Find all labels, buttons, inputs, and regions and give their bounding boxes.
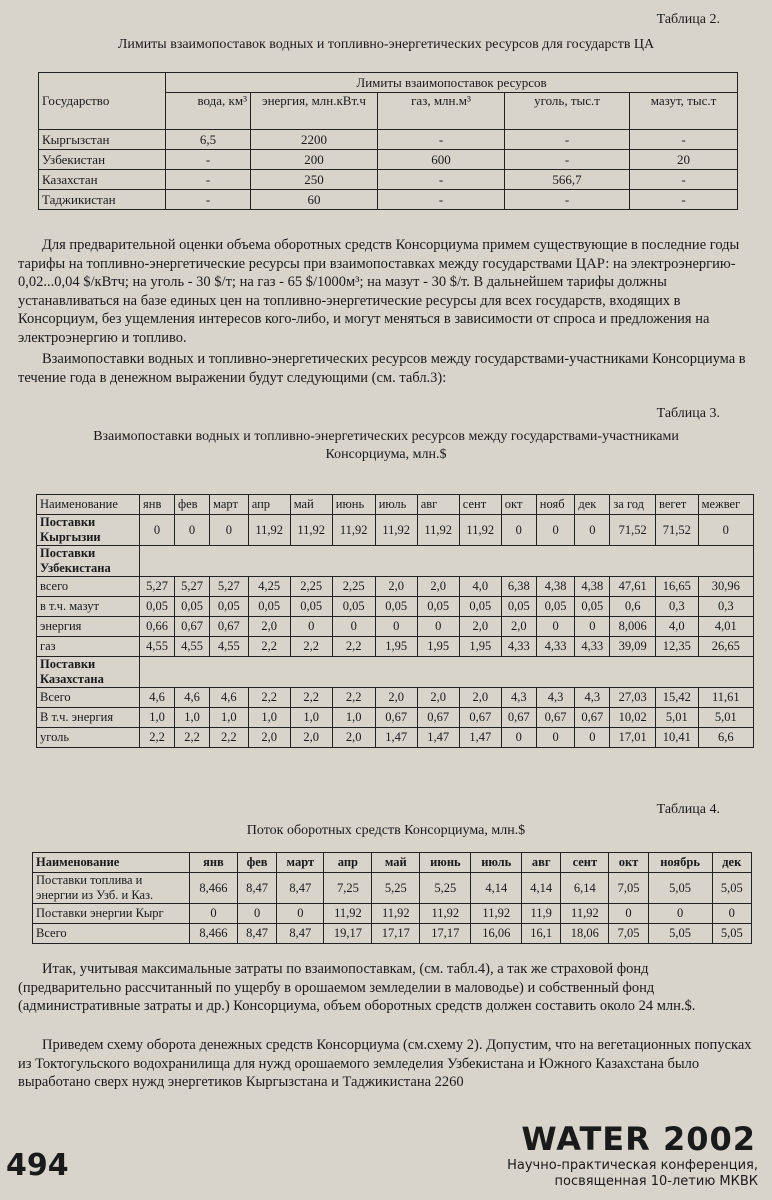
- table-cell: 0: [536, 617, 575, 637]
- table-cell: 0,67: [375, 708, 417, 728]
- table-cell: 0,67: [501, 708, 536, 728]
- table-cell: 11,92: [420, 904, 471, 924]
- table-cell: 0,05: [417, 597, 459, 617]
- table-cell: 600: [378, 150, 505, 170]
- table-cell: 2200: [251, 130, 378, 150]
- table-cell: 0: [648, 904, 712, 924]
- table-row-label: Всего: [37, 688, 140, 708]
- table-cell: 0,67: [417, 708, 459, 728]
- table-cell: [140, 546, 754, 577]
- table-cell: 0,67: [536, 708, 575, 728]
- table-cell: 60: [251, 190, 378, 210]
- table-cell: 17,01: [610, 728, 656, 748]
- table-cell: 6,5: [166, 130, 251, 150]
- table4-header-cell: фев: [237, 853, 276, 873]
- table2-col-water: вода, км³: [166, 93, 251, 130]
- table-cell: 16,65: [656, 577, 699, 597]
- table-cell: 8,466: [190, 873, 238, 904]
- table-cell: 11,92: [248, 515, 290, 546]
- table-cell: 4,55: [175, 637, 210, 657]
- table-cell: 8,47: [237, 924, 276, 944]
- table-cell: 4,01: [698, 617, 753, 637]
- table-cell: -: [505, 150, 630, 170]
- table2-col-fuel: мазут, тыс.т: [630, 93, 738, 130]
- table-cell: 8,47: [277, 924, 324, 944]
- table4-header-row: [33, 853, 752, 873]
- table-cell: 5,25: [420, 873, 471, 904]
- table-cell: 4,3: [501, 688, 536, 708]
- table-cell: 4,14: [471, 873, 522, 904]
- table-row: [37, 597, 754, 617]
- table-cell: 566,7: [505, 170, 630, 190]
- table-cell: 2,25: [290, 577, 332, 597]
- table-row: [37, 708, 754, 728]
- table-cell: -: [166, 170, 251, 190]
- table-cell: -: [166, 150, 251, 170]
- table-cell: 5,05: [648, 873, 712, 904]
- table-cell: 0: [210, 515, 249, 546]
- table-row-label: уголь: [37, 728, 140, 748]
- table-cell: 2,2: [175, 728, 210, 748]
- table-cell: 0,05: [501, 597, 536, 617]
- table2-group-header: Лимиты взаимопоставок ресурсов: [166, 73, 738, 93]
- table4-header-cell: янв: [190, 853, 238, 873]
- table-cell: 200: [251, 150, 378, 170]
- table-cell: 6,6: [698, 728, 753, 748]
- table-cell: 1,0: [248, 708, 290, 728]
- table-cell: 1,0: [210, 708, 249, 728]
- table-cell: 2,0: [332, 728, 375, 748]
- table-cell: 0: [140, 515, 175, 546]
- table-row: [37, 515, 754, 546]
- table4-caption: Таблица 4.: [656, 802, 720, 817]
- table-row-label: всего: [37, 577, 140, 597]
- table-cell: -: [505, 190, 630, 210]
- table-cell: 2,2: [332, 637, 375, 657]
- table-cell: 11,9: [522, 904, 561, 924]
- table3-header-cell: вегет: [656, 495, 699, 515]
- table-cell: 26,65: [698, 637, 753, 657]
- table-cell: -: [166, 190, 251, 210]
- table-row: [37, 617, 754, 637]
- table-cell: 2,0: [417, 577, 459, 597]
- table-cell: 0,05: [175, 597, 210, 617]
- table4-header-cell: апр: [324, 853, 372, 873]
- table-cell: 1,0: [332, 708, 375, 728]
- table-row: [33, 904, 752, 924]
- table3-header-cell: нояб: [536, 495, 575, 515]
- table-cell: 0,3: [698, 597, 753, 617]
- table-cell: 2,0: [248, 728, 290, 748]
- table-cell: 0,05: [140, 597, 175, 617]
- table-cell: 2,2: [210, 728, 249, 748]
- paragraph-tariffs: Для предварительной оценки объема оборотных средств Консорциума примем существующие в последние годы тарифы на топливно-энергетические ресурсы при взаимопоставках между государствами ЦАР: на электроэнергию- 0,02...0,04 $/кВтч; на уголь - 30 $/т; на газ - 65 $/1000м³; на мазут - 30 $/т. В дальнейшем тарифы должны устанавливаться на базе единых цен на топливно-энергетические ресурсы для всех государств, входящих в Консорциум, без ущемления интересов кого-либо, и могут меняться в зависимости от спроса и предложения на электроэнергию и топливо.: [18, 237, 740, 346]
- table-cell: 20: [630, 150, 738, 170]
- table-cell: 2,0: [375, 688, 417, 708]
- table4-header-cell: сент: [561, 853, 609, 873]
- table-cell: 0,6: [610, 597, 656, 617]
- table-cell: 0,05: [248, 597, 290, 617]
- table-cell: 47,61: [610, 577, 656, 597]
- table-cell: 0: [417, 617, 459, 637]
- table3-header-cell: авг: [417, 495, 459, 515]
- table-cell: 0: [712, 904, 752, 924]
- table4: [32, 852, 752, 944]
- table-cell: Таджикистан: [39, 190, 166, 210]
- table-row: [37, 546, 754, 577]
- table-row-label: В т.ч. энергия: [37, 708, 140, 728]
- table-cell: 0,67: [210, 617, 249, 637]
- table-row-label: Всего: [33, 924, 190, 944]
- table-cell: 2,0: [459, 688, 501, 708]
- table-cell: 0,67: [175, 617, 210, 637]
- table-cell: 0: [277, 904, 324, 924]
- table-cell: 0: [175, 515, 210, 546]
- table-cell: -: [378, 170, 505, 190]
- table3-caption: Таблица 3.: [656, 406, 720, 421]
- table-cell: 17,17: [420, 924, 471, 944]
- table-cell: 11,92: [324, 904, 372, 924]
- table2-col-energy: энергия, млн.кВт.ч: [251, 93, 378, 130]
- table-row: [37, 577, 754, 597]
- table3-header-cell: межвег: [698, 495, 753, 515]
- table-cell: 11,92: [561, 904, 609, 924]
- table4-title: Поток оборотных средств Консорциума, млн.$: [246, 823, 526, 838]
- table-cell: 2,2: [140, 728, 175, 748]
- table-cell: 2,0: [290, 728, 332, 748]
- table3-header-cell: июнь: [332, 495, 375, 515]
- table-cell: 8,006: [610, 617, 656, 637]
- table-cell: Казахстан: [39, 170, 166, 190]
- table-cell: 0: [501, 515, 536, 546]
- table-cell: 2,0: [501, 617, 536, 637]
- table-cell: 4,38: [575, 577, 610, 597]
- table-cell: 8,47: [237, 873, 276, 904]
- table-cell: 0: [190, 904, 238, 924]
- table-cell: 1,95: [375, 637, 417, 657]
- table-cell: 1,47: [417, 728, 459, 748]
- table-cell: 11,92: [459, 515, 501, 546]
- table3-group-label: Поставки Казахстана: [37, 657, 140, 688]
- table-cell: 8,466: [190, 924, 238, 944]
- table3-header-cell: за год: [610, 495, 656, 515]
- table-cell: 5,01: [698, 708, 753, 728]
- table-row: [37, 637, 754, 657]
- table4-header-cell: авг: [522, 853, 561, 873]
- table3-group-label: Поставки Узбекистана: [37, 546, 140, 577]
- table-cell: 2,2: [290, 688, 332, 708]
- table3: [36, 494, 754, 748]
- table-cell: 2,0: [248, 617, 290, 637]
- table-cell: 1,47: [375, 728, 417, 748]
- table-cell: 7,25: [324, 873, 372, 904]
- table-cell: 2,0: [459, 617, 501, 637]
- table-row: [37, 728, 754, 748]
- table-cell: 0: [575, 728, 610, 748]
- table-cell: 0,67: [575, 708, 610, 728]
- table-cell: 5,27: [140, 577, 175, 597]
- table-cell: 2,0: [375, 577, 417, 597]
- table3-title-line1: Взаимопоставки водных и топливно-энергетических ресурсов между государствами-участниками: [93, 429, 679, 444]
- table-cell: 0,3: [656, 597, 699, 617]
- table-row-label: газ: [37, 637, 140, 657]
- table-cell: 0: [536, 515, 575, 546]
- table-cell: 4,38: [536, 577, 575, 597]
- paragraph-intro-table3: Взаимопоставки водных и топливно-энергетических ресурсов между государствами-участниками Консорциума в течение года в денежном выражении будут следующими (см. табл.3):: [18, 351, 746, 386]
- table-cell: 1,47: [459, 728, 501, 748]
- table4-header-cell: июль: [471, 853, 522, 873]
- table4-header-cell: март: [277, 853, 324, 873]
- table-row: [33, 924, 752, 944]
- table-cell: 0,67: [459, 708, 501, 728]
- table-cell: 4,6: [140, 688, 175, 708]
- table-cell: 16,06: [471, 924, 522, 944]
- table-cell: -: [505, 130, 630, 150]
- table-cell: 0: [332, 617, 375, 637]
- table-cell: 4,33: [536, 637, 575, 657]
- table-cell: [140, 657, 754, 688]
- table-cell: 0: [609, 904, 648, 924]
- table-cell: 1,95: [459, 637, 501, 657]
- table-cell: 1,95: [417, 637, 459, 657]
- table3-group-label: Поставки Кыргызии: [37, 515, 140, 546]
- table-cell: 10,41: [656, 728, 699, 748]
- table-cell: 0: [536, 728, 575, 748]
- table-row: [37, 688, 754, 708]
- table4-header-cell: дек: [712, 853, 752, 873]
- table-cell: 2,0: [417, 688, 459, 708]
- table-row: [33, 873, 752, 904]
- table-cell: 2,25: [332, 577, 375, 597]
- table-cell: 71,52: [610, 515, 656, 546]
- table-cell: 71,52: [656, 515, 699, 546]
- table-cell: 0,05: [459, 597, 501, 617]
- table-cell: 7,05: [609, 873, 648, 904]
- table-cell: 4,3: [575, 688, 610, 708]
- table3-header-cell: март: [210, 495, 249, 515]
- table3-header-cell: окт: [501, 495, 536, 515]
- table-cell: 0: [375, 617, 417, 637]
- page-number: 494: [6, 1148, 69, 1183]
- table-cell: 5,01: [656, 708, 699, 728]
- table-row-label: Поставки топлива и энергии из Узб. и Каз.: [33, 873, 190, 904]
- table2-col-coal: уголь, тыс.т: [505, 93, 630, 130]
- table-row-label: энергия: [37, 617, 140, 637]
- table-cell: 4,0: [459, 577, 501, 597]
- table-cell: 1,0: [290, 708, 332, 728]
- table-cell: -: [378, 130, 505, 150]
- conference-line-2: посвященная 10-летию МКВК: [554, 1174, 758, 1189]
- table-cell: -: [630, 130, 738, 150]
- table4-header-cell: июнь: [420, 853, 471, 873]
- table-cell: 5,27: [210, 577, 249, 597]
- table-cell: 0,05: [536, 597, 575, 617]
- table-cell: 11,61: [698, 688, 753, 708]
- table-cell: 0,05: [375, 597, 417, 617]
- table-cell: 39,09: [610, 637, 656, 657]
- table-cell: 6,14: [561, 873, 609, 904]
- table3-header-cell: июль: [375, 495, 417, 515]
- paragraph-scheme: Приведем схему оборота денежных средств Консорциума (см.схему 2). Допустим, что на вегетационных попусках из Токтогульского водохранилища для нужд орошаемого земледелия Узбекистана и Южного Казахстана было выработано сверх нужд энергетиков Кыргызстана и Таджикистана 2260: [18, 1037, 752, 1090]
- table-row-label: Поставки энергии Кырг: [33, 904, 190, 924]
- table-cell: 17,17: [372, 924, 420, 944]
- table3-header-cell: апр: [248, 495, 290, 515]
- table4-header-cell: Наименование: [33, 853, 190, 873]
- table-cell: 5,05: [712, 873, 752, 904]
- table-cell: 30,96: [698, 577, 753, 597]
- table2-corner: [39, 73, 166, 93]
- table4-header-cell: окт: [609, 853, 648, 873]
- table-cell: 0: [501, 728, 536, 748]
- conference-line-1: Научно-практическая конференция,: [507, 1158, 758, 1173]
- table2-col-gas: газ, млн.м³: [378, 93, 505, 130]
- table-cell: 4,14: [522, 873, 561, 904]
- table-cell: -: [378, 190, 505, 210]
- table-cell: 0: [575, 617, 610, 637]
- table-cell: 11,92: [290, 515, 332, 546]
- table-cell: 0,05: [210, 597, 249, 617]
- table-cell: 0,05: [332, 597, 375, 617]
- table-cell: 4,0: [656, 617, 699, 637]
- table-cell: 4,55: [140, 637, 175, 657]
- paragraph-conclusion: Итак, учитывая максимальные затраты по взаимопоставкам, (см. табл.4), а так же страховой фонд (предварительно рассчитанный по ущербу в орошаемом земледелии в маловодье) и собственный фонд (административные затраты и др.) Консорциума, объем оборотных средств должен составить около 24 млн.$.: [18, 961, 696, 1014]
- table3-header-cell: фев: [175, 495, 210, 515]
- table-cell: 0,05: [575, 597, 610, 617]
- table-row: [39, 190, 738, 210]
- table-cell: 4,6: [175, 688, 210, 708]
- table-cell: -: [630, 170, 738, 190]
- table-row: [39, 150, 738, 170]
- table-cell: 8,47: [277, 873, 324, 904]
- table-cell: 7,05: [609, 924, 648, 944]
- table3-header-row: [37, 495, 754, 515]
- table-cell: 4,33: [501, 637, 536, 657]
- table-cell: 6,38: [501, 577, 536, 597]
- table-cell: 2,2: [332, 688, 375, 708]
- table-cell: 0,05: [290, 597, 332, 617]
- table3-header-cell: сент: [459, 495, 501, 515]
- table-cell: 10,02: [610, 708, 656, 728]
- table-row-label: в т.ч. мазут: [37, 597, 140, 617]
- table-cell: -: [630, 190, 738, 210]
- table-cell: 5,25: [372, 873, 420, 904]
- table-row: [39, 170, 738, 190]
- table-cell: 0: [698, 515, 753, 546]
- table-cell: 2,2: [290, 637, 332, 657]
- table4-header-cell: май: [372, 853, 420, 873]
- table-cell: 12,35: [656, 637, 699, 657]
- table-cell: 5,27: [175, 577, 210, 597]
- table-cell: 2,2: [248, 688, 290, 708]
- table2: [38, 72, 738, 210]
- table3-title-line2: Консорциума, млн.$: [325, 447, 447, 462]
- table-cell: 27,03: [610, 688, 656, 708]
- table-row: [37, 657, 754, 688]
- table-cell: 0: [237, 904, 276, 924]
- table-cell: 1,0: [175, 708, 210, 728]
- table-cell: 0: [290, 617, 332, 637]
- table3-header-cell: янв: [140, 495, 175, 515]
- table-cell: 0: [575, 515, 610, 546]
- table-cell: 11,92: [375, 515, 417, 546]
- table-cell: 4,33: [575, 637, 610, 657]
- table-cell: 18,06: [561, 924, 609, 944]
- table-cell: 2,2: [248, 637, 290, 657]
- table-cell: 19,17: [324, 924, 372, 944]
- table3-header-cell: май: [290, 495, 332, 515]
- table-cell: 16,1: [522, 924, 561, 944]
- table-cell: 250: [251, 170, 378, 190]
- table4-header-cell: ноябрь: [648, 853, 712, 873]
- table-cell: 4,55: [210, 637, 249, 657]
- table2-title: Лимиты взаимопоставок водных и топливно-энергетических ресурсов для государств ЦА: [117, 37, 655, 52]
- table-cell: 4,6: [210, 688, 249, 708]
- table-row: [39, 130, 738, 150]
- table-cell: 1,0: [140, 708, 175, 728]
- table-cell: 11,92: [471, 904, 522, 924]
- table3-header-cell: Наименование: [37, 495, 140, 515]
- table-cell: 11,92: [332, 515, 375, 546]
- table-cell: 11,92: [372, 904, 420, 924]
- table3-header-cell: дек: [575, 495, 610, 515]
- table-cell: Кыргызстан: [39, 130, 166, 150]
- table-cell: 4,3: [536, 688, 575, 708]
- table-cell: 5,05: [648, 924, 712, 944]
- table-cell: Узбекистан: [39, 150, 166, 170]
- table-cell: 0,66: [140, 617, 175, 637]
- table-cell: 11,92: [417, 515, 459, 546]
- table-cell: 5,05: [712, 924, 752, 944]
- water-2002-logo: WATER 2002: [521, 1120, 756, 1158]
- table2-col-state: Государство: [39, 93, 166, 130]
- table2-caption: Таблица 2.: [656, 12, 720, 27]
- table-cell: 4,25: [248, 577, 290, 597]
- table-cell: 15,42: [656, 688, 699, 708]
